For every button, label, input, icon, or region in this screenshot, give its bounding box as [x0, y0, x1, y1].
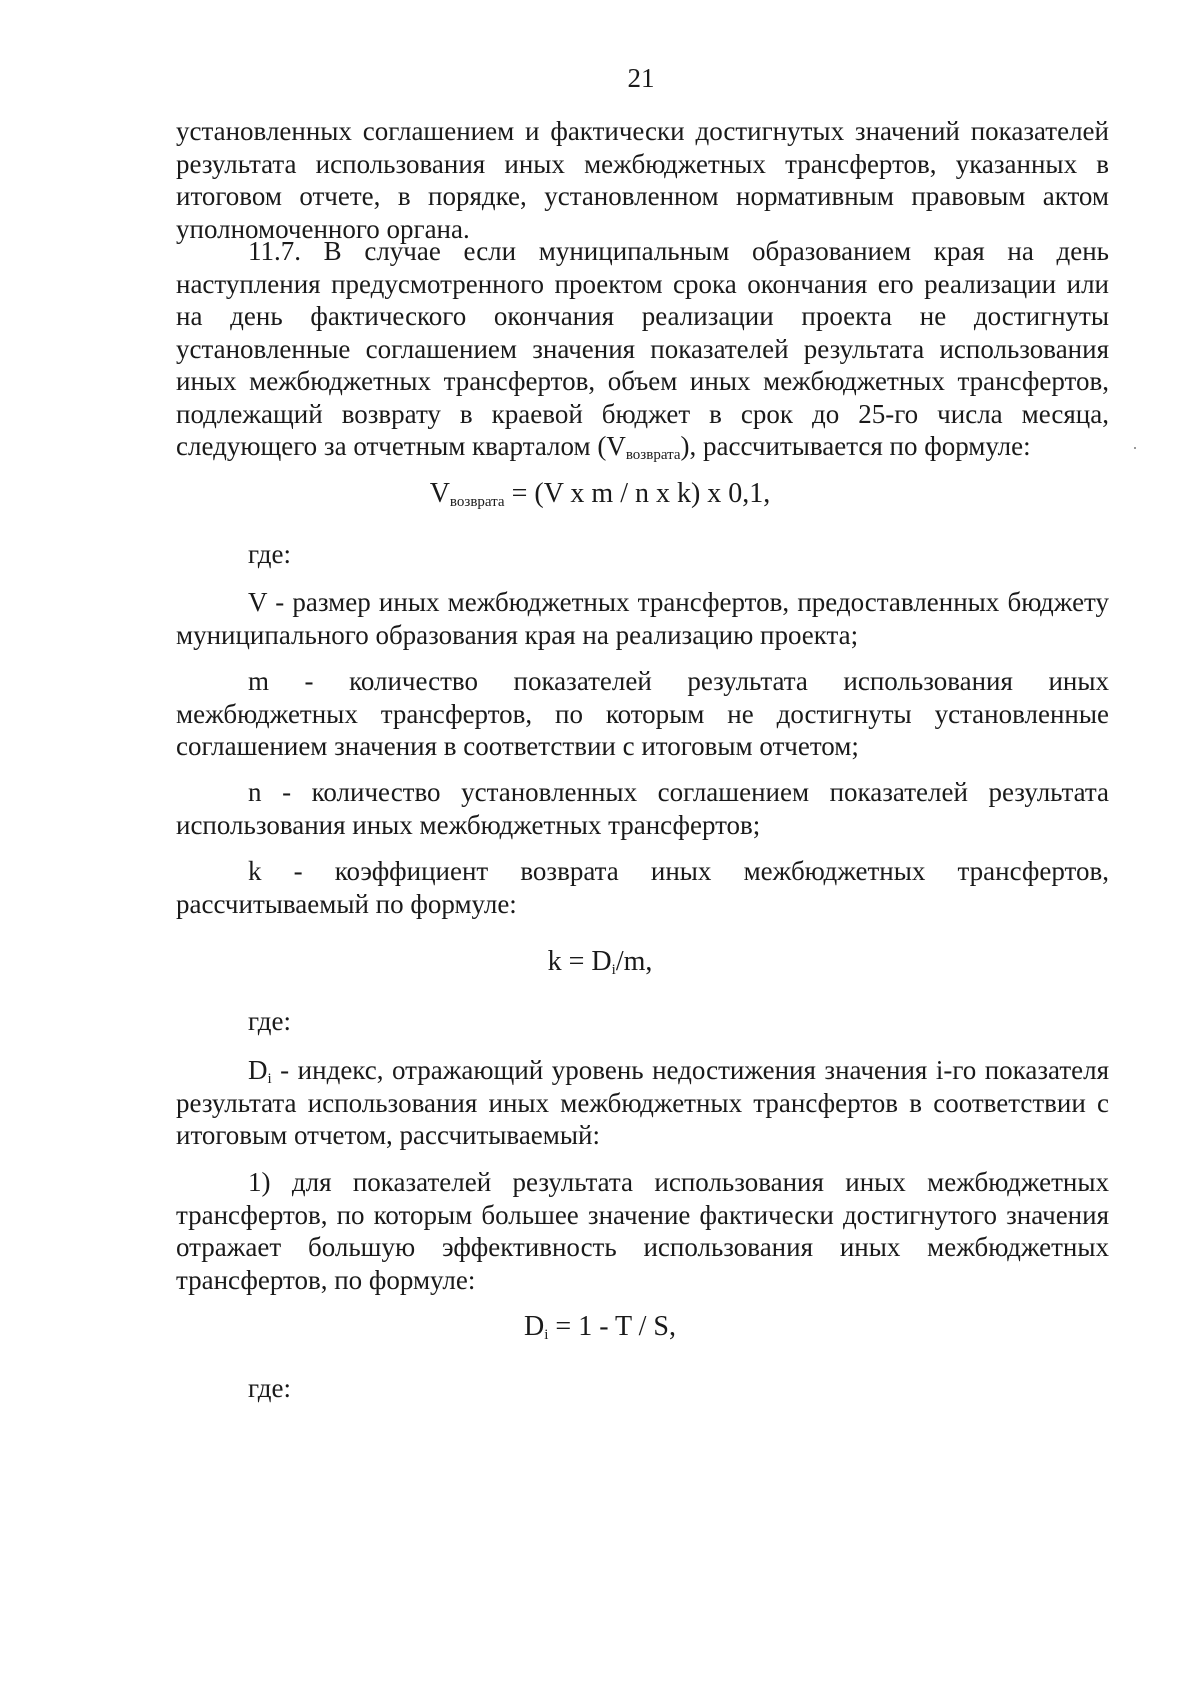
scan-speck: [1134, 447, 1136, 449]
definition-di-subscript: i: [267, 1071, 272, 1087]
formula-di-subscript: i: [544, 1327, 549, 1343]
where-label-1: где:: [248, 539, 291, 569]
paragraph-continuation: установленных соглашением и фактически достигнутых значений показателей результата использования иных межбюджетных трансфертов, указанных в итоговом отчете, в порядке, установленном нормативным правовым актом уполномоченного органа.: [176, 116, 1109, 244]
formula-k-subscript: i: [611, 962, 616, 978]
formula-v-return-lhs: V: [429, 478, 450, 509]
formula-v-return-rhs: = (V x m / n x k) x 0,1,: [504, 478, 771, 509]
formula-v-return-subscript: возврата: [449, 494, 505, 510]
formula-di-d: D: [524, 1311, 545, 1342]
formula-k-rhs: /m,: [615, 946, 653, 977]
definition-di: [176, 1054, 1109, 1152]
paragraph-11-7: [176, 235, 1109, 463]
definition-m: m - количество показателей результата использования иных межбюджетных трансфертов, по которым не достигнуты установленные соглашением значения в соответствии с итоговым отчетом;: [176, 666, 1109, 761]
item-1: 1) для показателей результата использования иных межбюджетных трансфертов, по которым большее значение фактически достигнутого значения отражает большую эффективность использования иных межбюджетных трансфертов, по формуле:: [176, 1167, 1109, 1295]
formula-v-return: [0, 478, 1200, 511]
where-label-3: где:: [248, 1373, 291, 1403]
definition-di-text: - индекс, отражающий уровень недостижения значения i-го показателя результата использования иных межбюджетных трансфертов в соответствии с итоговым отчетом, рассчитываемый:: [176, 1055, 1109, 1150]
definition-n: n - количество установленных соглашением показателей результата использования иных межбюджетных трансфертов;: [176, 777, 1109, 840]
formula-k: [0, 946, 1200, 979]
formula-di: [0, 1311, 1200, 1344]
definition-di-symbol: D: [248, 1055, 268, 1085]
definition-v: V - размер иных межбюджетных трансфертов, предоставленных бюджету муниципального образования края на реализацию проекта;: [176, 587, 1109, 650]
definition-k: k - коэффициент возврата иных межбюджетных трансфертов, рассчитываемый по формуле:: [176, 856, 1109, 919]
formula-k-lhs: k =: [547, 946, 592, 977]
page-number: 21: [627, 63, 655, 93]
where-label-2: где:: [248, 1006, 291, 1036]
paragraph-11-7-subscript: возврата: [625, 447, 681, 463]
paragraph-11-7-text: 11.7. В случае если муниципальным образованием края на день наступления предусмотренного проектом срока окончания его реализации или на день фактического окончания реализации проекта не достигнуты установленные соглашением значения показателей результата использования иных межбюджетных трансфертов, объем иных межбюджетных трансфертов, подлежащий возврату в краевой бюджет в срок до 25-го числа месяца, следующего за отчетным кварталом (V: [176, 236, 1109, 461]
formula-di-rhs: = 1 - T / S,: [548, 1311, 676, 1342]
paragraph-11-7-tail: ), рассчитывается по формуле:: [680, 431, 1031, 461]
formula-k-d: D: [591, 946, 612, 977]
